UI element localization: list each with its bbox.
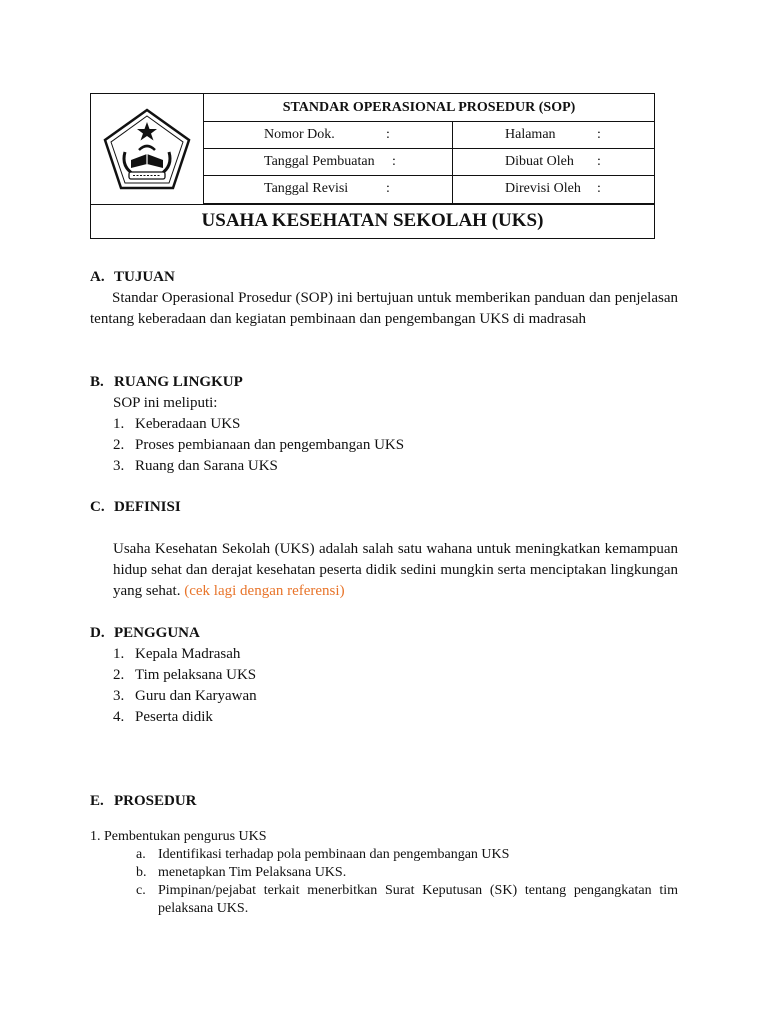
- ruang-lingkup-list: [113, 414, 404, 477]
- sop-header-table: [90, 93, 655, 239]
- list-item: 2. Tim pelaksana UKS: [113, 667, 257, 683]
- list-item: 1. Keberadaan UKS: [113, 416, 241, 432]
- colon: :: [597, 127, 601, 142]
- list-item: a. Identifikasi terhadap pola pembinaan dan pengembangan UKS: [136, 847, 510, 862]
- pengguna-list: [113, 644, 257, 728]
- section-heading-ruang-lingkup: B. RUANG LINGKUP: [90, 374, 243, 390]
- prosedur-step-1: 1. Pembentukan pengurus UKS: [90, 829, 267, 844]
- halaman-label: Halaman: [505, 127, 556, 142]
- direvisi-oleh-label: Direvisi Oleh: [505, 181, 581, 196]
- sop-title: STANDAR OPERASIONAL PROSEDUR (SOP): [204, 94, 654, 122]
- section-heading-prosedur: E. PROSEDUR: [90, 793, 197, 809]
- ruang-lingkup-intro: SOP ini meliputi:: [113, 395, 218, 411]
- list-item: 3. Guru dan Karyawan: [113, 688, 257, 704]
- meta-row-pembuatan: [204, 149, 654, 176]
- list-item: 1. Kepala Madrasah: [113, 646, 241, 662]
- meta-row-nomor: [204, 122, 654, 149]
- section-heading-pengguna: D. PENGGUNA: [90, 625, 200, 641]
- dibuat-oleh-label: Dibuat Oleh: [505, 154, 574, 169]
- list-item: b. menetapkan Tim Pelaksana UKS.: [136, 865, 347, 880]
- document-title: USAHA KESEHATAN SEKOLAH (UKS): [91, 204, 654, 238]
- section-heading-tujuan: A. TUJUAN: [90, 269, 175, 285]
- logo-cell: [91, 94, 204, 204]
- colon: :: [597, 181, 601, 196]
- list-item: 2. Proses pembianaan dan pengembangan UKS: [113, 437, 405, 453]
- tanggal-pembuatan-label: Tanggal Pembuatan: [264, 154, 375, 169]
- prosedur-substeps: [136, 846, 678, 918]
- nomor-dok-label: Nomor Dok.: [264, 127, 335, 142]
- ministry-emblem-icon: [103, 108, 191, 190]
- meta-row-revisi: [204, 176, 654, 204]
- colon: :: [392, 154, 396, 169]
- list-item: 4. Peserta didik: [113, 709, 213, 725]
- section-heading-definisi: C. DEFINISI: [90, 499, 181, 515]
- list-item: c. Pimpinan/pejabat terkait menerbitkan Surat Keputusan (SK) tentang pengangkatan tim pelaksana UKS.: [136, 883, 678, 916]
- colon: :: [597, 154, 601, 169]
- tanggal-revisi-label: Tanggal Revisi: [264, 181, 349, 196]
- colon: :: [386, 181, 390, 196]
- colon: :: [386, 127, 390, 142]
- tujuan-paragraph: Standar Operasional Prosedur (SOP) ini bertujuan untuk memberikan panduan dan penjelasan tentang keberadaan dan kegiatan pembinaan dan pengembangan UKS di madrasah: [90, 290, 678, 327]
- definisi-paragraph: Usaha Kesehatan Sekolah (UKS) adalah salah satu wahana untuk meningkatkan kemampuan hidup sehat dan derajat kesehatan peserta didik sedini mungkin serta menciptakan lingkungan yang sehat. (cek lagi dengan referensi): [113, 541, 678, 599]
- review-note: (cek lagi dengan referensi): [184, 583, 345, 599]
- list-item: 3. Ruang dan Sarana UKS: [113, 458, 278, 474]
